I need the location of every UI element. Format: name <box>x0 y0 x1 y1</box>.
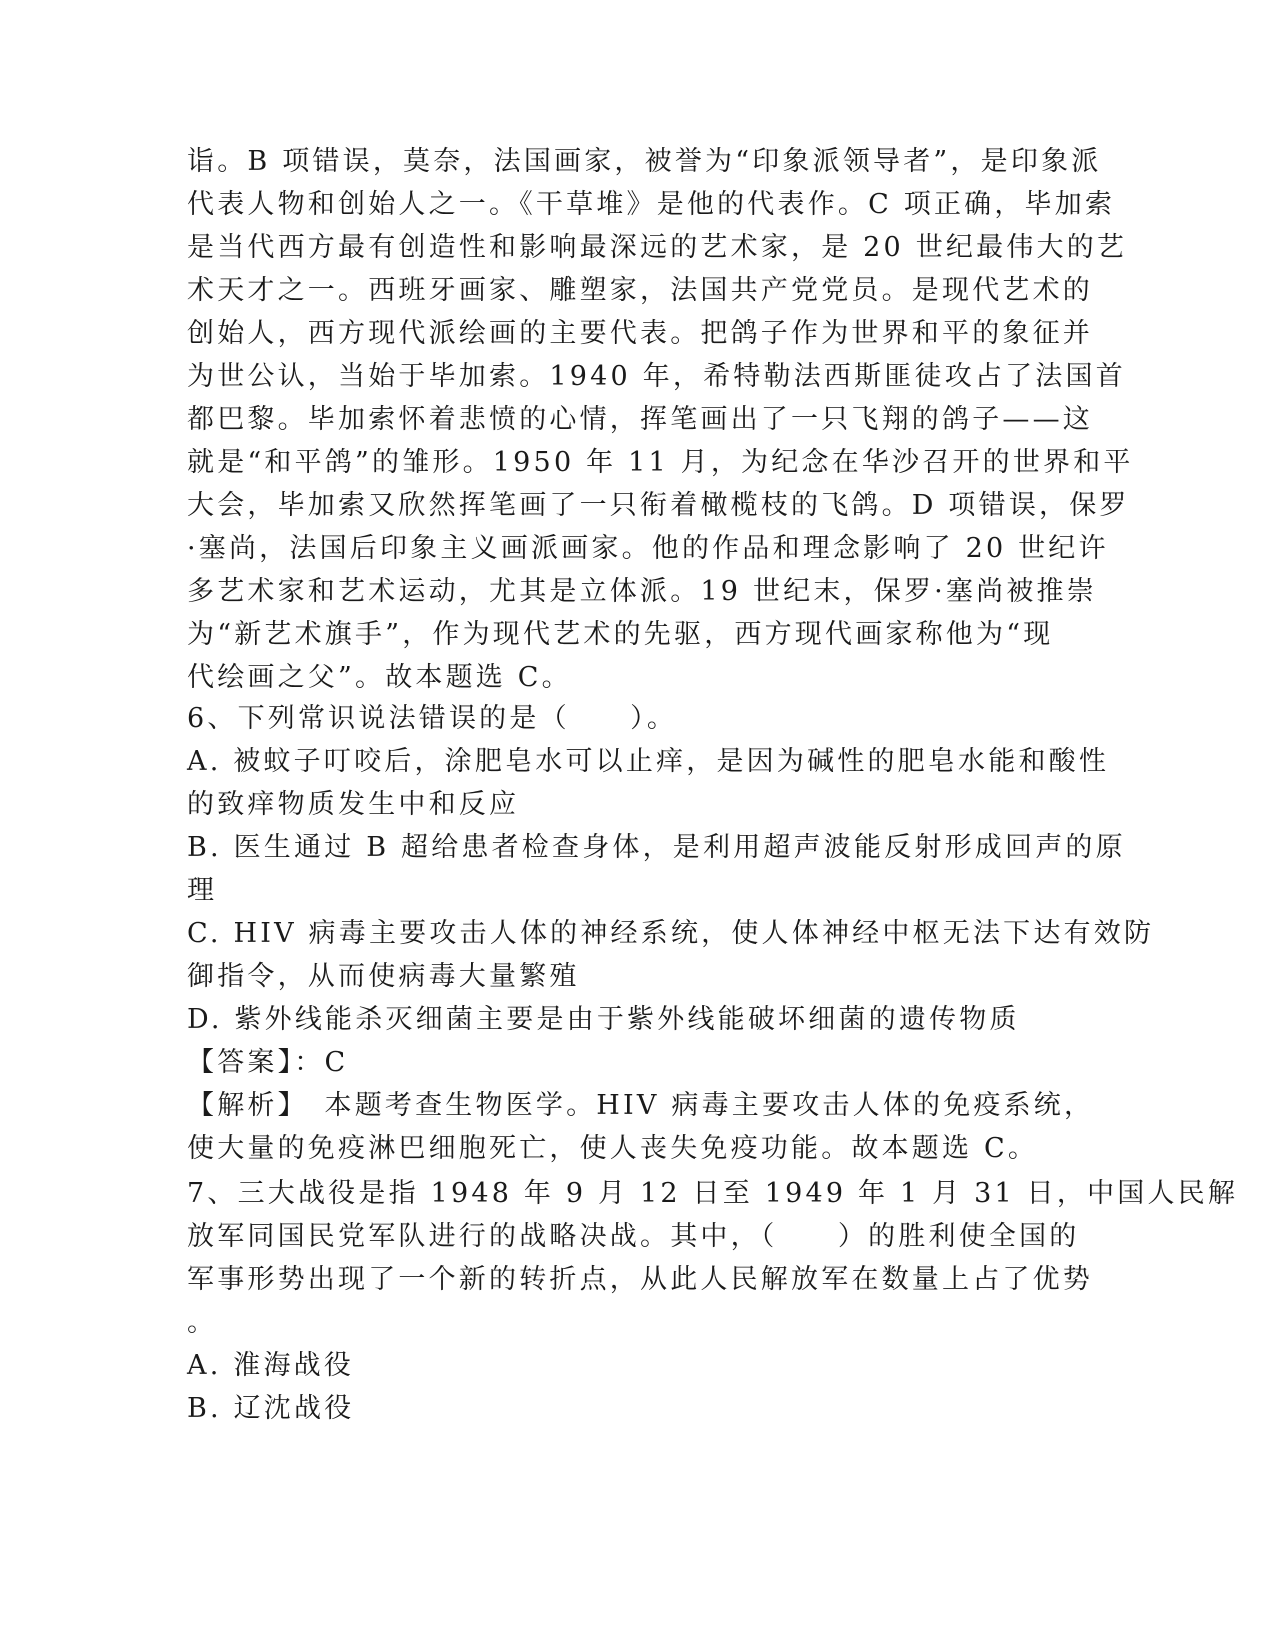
text-line: 大会，毕加索又欣然挥笔画了一只衔着橄榄枝的飞鸽。D 项错误，保罗 <box>187 490 1130 521</box>
question-stem: 6、下列常识说法错误的是（ ）。 <box>187 703 678 734</box>
text-line: 是当代西方最有创造性和影响最深远的艺术家，是 20 世纪最伟大的艺 <box>187 232 1128 263</box>
analysis-line: 使大量的免疫淋巴细胞死亡，使人丧失免疫功能。故本题选 C。 <box>187 1133 1039 1164</box>
option-d: D. 紫外线能杀灭细菌主要是由于紫外线能破坏细菌的遗传物质 <box>187 1004 1020 1035</box>
question-stem: 7、三大战役是指 1948 年 9 月 12 日至 1949 年 1 月 31 日，中国人民解 <box>187 1178 1239 1209</box>
analysis-line: 【解析】 本题考查生物医学。HIV 病毒主要攻击人体的免疫系统， <box>187 1090 1095 1121</box>
text-line: 就是“和平鸽”的雏形。1950 年 11 月，为纪念在华沙召开的世界和平 <box>187 447 1134 478</box>
option-b: B. 医生通过 B 超给患者检查身体，是利用超声波能反射形成回声的原 <box>187 832 1126 863</box>
question-stem: 。 <box>187 1307 218 1338</box>
option-c: C. HIV 病毒主要攻击人体的神经系统，使人体神经中枢无法下达有效防 <box>187 918 1155 949</box>
text-line: 诣。B 项错误，莫奈，法国画家，被誉为“印象派领导者”，是印象派 <box>187 146 1102 177</box>
text-line: 为“新艺术旗手”，作为现代艺术的先驱，西方现代画家称他为“现 <box>187 619 1054 650</box>
option-b: B. 辽沈战役 <box>187 1393 355 1424</box>
text-line: 多艺术家和艺术运动，尤其是立体派。19 世纪末，保罗·塞尚被推崇 <box>187 576 1097 607</box>
text-line: 为世公认，当始于毕加索。1940 年，希特勒法西斯匪徒攻占了法国首 <box>187 361 1126 392</box>
option-a: A. 淮海战役 <box>187 1350 355 1381</box>
text-line: 都巴黎。毕加索怀着悲愤的心情，挥笔画出了一只飞翔的鸽子——这 <box>187 404 1093 435</box>
option-a: 的致痒物质发生中和反应 <box>187 789 520 820</box>
option-a: A. 被蚊子叮咬后，涂肥皂水可以止痒，是因为碱性的肥皂水能和酸性 <box>187 746 1110 777</box>
text-line: ·塞尚，法国后印象主义画派画家。他的作品和理念影响了 20 世纪许 <box>187 533 1109 564</box>
option-c: 御指令，从而使病毒大量繁殖 <box>187 961 580 992</box>
text-line: 代表人物和创始人之一。《干草堆》是他的代表作。C 项正确，毕加索 <box>187 189 1116 220</box>
text-line: 术天才之一。西班牙画家、雕塑家，法国共产党党员。是现代艺术的 <box>187 275 1093 306</box>
option-b: 理 <box>187 875 218 906</box>
question-6 <box>187 697 1155 1170</box>
question-stem: 放军同国民党军队进行的战略决战。其中，（ ）的胜利使全国的 <box>187 1221 1080 1252</box>
text-line: 代绘画之父”。故本题选 C。 <box>187 662 572 693</box>
answer-line: 【答案】：C <box>187 1047 349 1078</box>
text-line: 创始人，西方现代派绘画的主要代表。把鸽子作为世界和平的象征并 <box>187 318 1093 349</box>
explanation-continued <box>187 140 1134 699</box>
question-7 <box>187 1172 1239 1430</box>
question-stem: 军事形势出现了一个新的转折点，从此人民解放军在数量上占了优势 <box>187 1264 1093 1295</box>
